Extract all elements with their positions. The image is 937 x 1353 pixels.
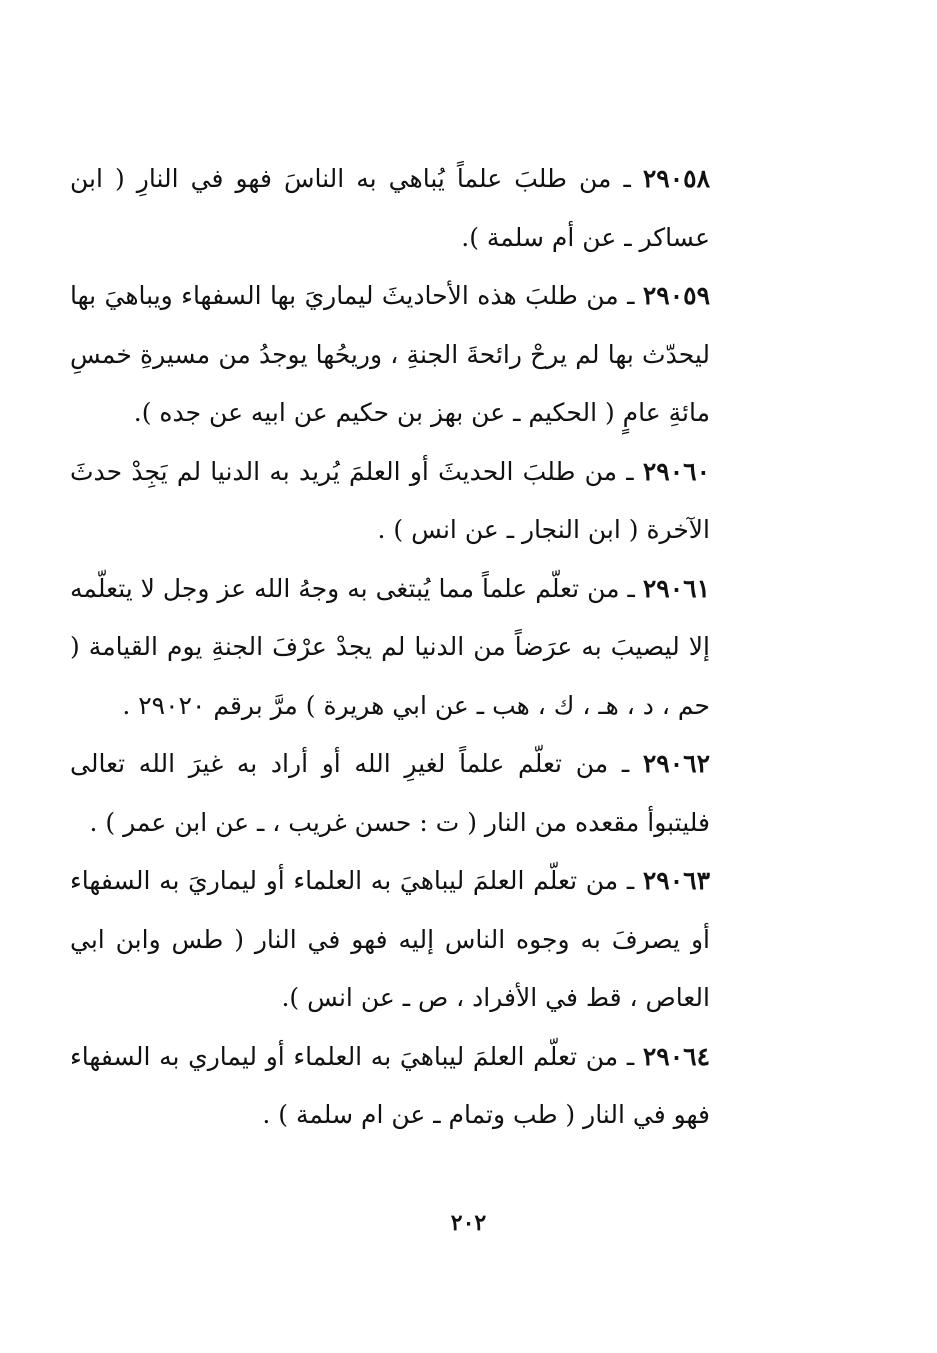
hadith-text-block <box>70 150 710 1145</box>
hadith-text: ـ من تعلّم العلمَ ليباهيَ به العلماء أو ليماريَ به السفهاء أو يصرفَ به وجوه الناس إليه فهو في النار ( طس وابن ابي العاص ، قط في الأفراد ، ص ـ عن انس ). <box>70 866 710 1012</box>
hadith-entry <box>70 560 710 736</box>
hadith-entry <box>70 735 710 852</box>
hadith-number: ٢٩٠٥٩ <box>642 281 710 310</box>
hadith-text: ـ من تعلّم العلمَ ليباهيَ به العلماء أو ليماري به السفهاء فهو في النار ( طب وتمام ـ عن ام سلمة ) . <box>70 1041 710 1129</box>
hadith-number: ٢٩٠٦٤ <box>642 1041 710 1071</box>
hadith-text: ـ من طلبَ الحديثَ أو العلمَ يُريد به الدنيا لم يَجِدْ حدثَ الآخرة ( ابن النجار ـ عن انس ) . <box>70 456 710 544</box>
hadith-entry <box>70 852 710 1028</box>
hadith-text: ـ من تعلّم علماً لغيرِ الله أو أراد به غيرَ الله تعالى فليتبوأ مقعده من النار ( ت : حسن غريب ، ـ عن ابن عمر ) . <box>70 749 710 837</box>
hadith-number: ٢٩٠٦٠ <box>642 456 710 486</box>
hadith-text: ـ من طلبَ علماً يُباهي به الناسَ فهو في النارِ ( ابن عساكر ـ عن أم سلمة ). <box>70 164 710 252</box>
hadith-number: ٢٩٠٦٢ <box>642 749 710 778</box>
hadith-text: ـ من تعلّم علماً مما يُبتغى به وجهُ الله عز وجل لا يتعلّمه إلا ليصيبَ به عرَضاً من الدنيا لم يجدْ عرْفَ الجنةِ يوم القيامة ( حم ، د ، هـ ، ك ، هب ـ عن ابي هريرة ) مرَّ برقم ٢٩٠٢٠ . <box>70 573 710 720</box>
hadith-text: ـ من طلبَ هذه الأحاديثَ ليماريَ بها السفهاء ويباهيَ بها ليحدّث بها لم يرحْ رائحةَ الجنةِ ، وريحُها يوجدُ من مسيرةِ خمسِ مائةِ عامٍ ( الحكيم ـ عن بهز بن حكيم عن ابيه عن جده ). <box>70 281 710 427</box>
hadith-entry <box>70 150 710 267</box>
hadith-number: ٢٩٠٥٨ <box>642 164 710 193</box>
hadith-entry <box>70 267 710 443</box>
page-number: ٢٠٢ <box>450 1210 487 1236</box>
hadith-number: ٢٩٠٦٣ <box>642 866 710 895</box>
hadith-entry <box>70 443 710 560</box>
hadith-entry <box>70 1028 710 1145</box>
hadith-number: ٢٩٠٦١ <box>642 573 710 603</box>
